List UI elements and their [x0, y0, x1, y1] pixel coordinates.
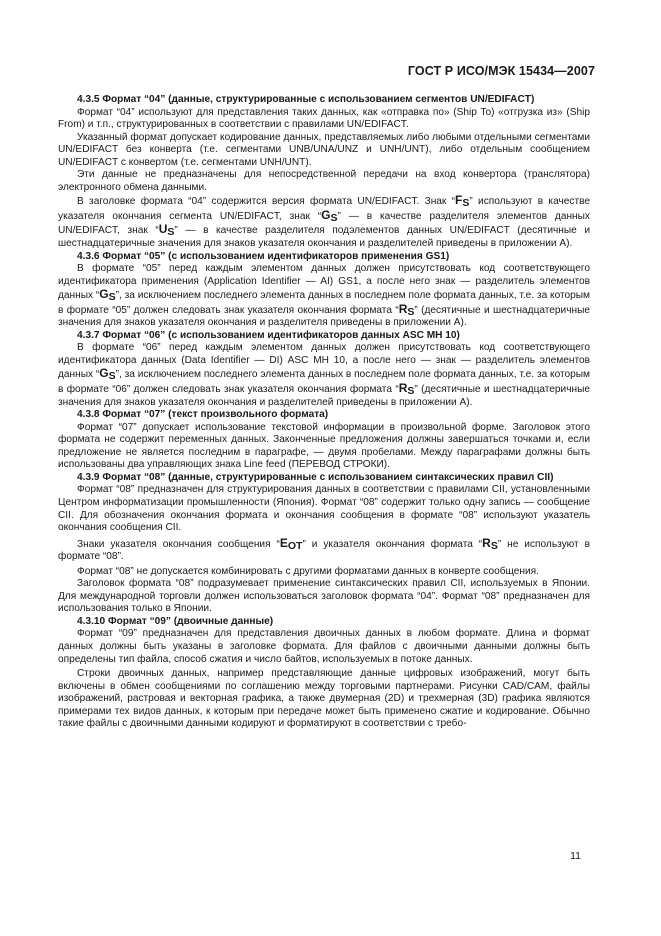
control-symbol-subscript: OT: [287, 539, 303, 552]
section-heading: 4.3.6 Формат “05” (с использованием идентификаторов применения GS1): [77, 250, 450, 262]
control-symbol-base: R: [482, 535, 491, 550]
body-paragraph: Формат “04” используют для представления таких данных, как «отправка по» (Ship To) «отгрузка из» (Ship From) и т.п., структурированных в соответствии с правилами UN/EDIFACT.: [58, 106, 590, 131]
control-symbol: [398, 381, 415, 398]
control-symbol-subscript: S: [330, 211, 338, 224]
section-heading: 4.3.8 Формат “07” (текст произвольного формата): [77, 409, 329, 421]
control-symbol-base: R: [398, 301, 408, 316]
text-run: ” используют в качестве указателя окончания сегмента UN/EDIFACT, знак “: [58, 196, 590, 222]
control-symbol-base: G: [99, 287, 109, 302]
body-paragraph: Заголовок формата “08” подразумевает применение синтаксических правил CII, используемых в Японии. Для международной торговли должен использоваться заголовок формата “04”. Формат “08” предназначен для использования только в Японии.: [58, 578, 590, 615]
control-symbol: [158, 222, 175, 239]
text-run: ” — в качестве разделителя подэлементов данных UN/EDIFACT (десятичные и шестнадцатеричные значения для знаков указателя окончания и разделителей приведены в приложении А).: [58, 225, 590, 250]
control-symbol-subscript: S: [407, 385, 415, 398]
control-symbol: [99, 366, 116, 383]
body-paragraph: Формат “08” не допускается комбинировать с другими форматами данных в конверте сообщения.: [77, 565, 539, 577]
control-symbol-base: E: [279, 535, 288, 550]
text-run: ”, за исключением последнего элемента данных в последнем поле формата данных, т.е. за которым в формате “06” должен следовать знак указателя окончания формата “: [58, 369, 591, 396]
body-paragraph: Формат “09” предназначен для представления двоичных данных в любом формате. Длина и формат данных должны быть указаны в заголовке формата. Для файлов с двоичными данными должны быть определены тип файла, способ сжатия и число байтов, используемых в потоке данных.: [58, 628, 590, 665]
control-symbol-base: G: [99, 366, 109, 381]
section-heading: 4.3.7 Формат “06” (с использованием идентификаторов данных ASC MH 10): [77, 329, 460, 341]
text-run: ” (десятичные и шестнадцатеричные значения для знаков указателя окончания и разделителя приведены в приложении А).: [58, 304, 590, 329]
control-symbol: [99, 287, 116, 304]
body-paragraph: Эти данные не предназначены для непосредственной передачи на вход конвертора (транслятора) электронного обмена данными.: [58, 169, 590, 193]
section-heading: 4.3.9 Формат “08” (данные, структурированные с использованием синтаксических правил CII): [77, 471, 554, 483]
text-run: ”, за исключением последнего элемента данных в последнем поле формата данных, т.е. за которым в формате “05” должен следовать знак указателя окончания формата “: [58, 290, 591, 316]
document-header: ГОСТ Р ИСО/МЭК 15434—2007: [407, 64, 595, 78]
body-paragraph: [58, 537, 590, 564]
body-paragraph: Строки двоичных данных, например представляющие данные цифровых изображений, могут быть включены в обмен сообщениями по соглашению между торговыми партнерами. Рисунки CAD/CAM, файлы изображений, растровая и векторная графика, а также двумерная (2D) и трехмерная (3D) графика являются примерами тех видов данных, к которым при передаче может быть применено сжатие и кодирование. Обычно такие файлы с двоичными данными кодируют и форматируют в соответствии с требо-: [58, 668, 590, 730]
control-symbol: [399, 302, 415, 316]
body-paragraph: Формат “08” предназначен для структурирования данных в соответствии с правилами CII, установленными Центром информатизации промышленности (Япония). Формат “08” содержит только одну запись — сообщение CII. Для обозначения окончания формата и окончания сообщения в формате “08” используют указатель окончания сообщения CII.: [58, 484, 590, 534]
document-body: [58, 94, 590, 731]
text-run: В заголовке формата “04” содержится версия формата UN/EDIFACT. Знак “: [77, 196, 456, 208]
section-heading: 4.3.10 Формат “09” (двоичные данные): [77, 615, 274, 627]
control-symbol: [321, 208, 337, 222]
control-symbol: [482, 536, 498, 550]
text-run: ” — в качестве разделителя элементов данных UN/EDIFACT, знак “: [58, 210, 590, 237]
text-run: ” не используют в формате “08”.: [58, 538, 590, 563]
body-paragraph: Указанный формат допускает кодирование данных, представляемых либо любыми отдельными сегментами UN/EDIFACT без конверта (т.е. сегментами UNB/UNA/UNZ и UNH/UNT), либо отдельным сообщением UN/EDIFACT с конвертом (т.е. сегментами UNH/UNT).: [58, 131, 590, 168]
body-paragraph: [58, 263, 590, 330]
control-symbol: [455, 193, 470, 210]
text-run: Знаки указателя окончания сообщения “: [77, 538, 280, 550]
control-symbol-base: U: [158, 222, 168, 237]
text-run: ” (десятичные и шестнадцатеричные значения для знаков указателя окончания и разделителей приведены в приложении А).: [58, 384, 590, 408]
text-run: ” и указателя окончания формата “: [302, 538, 483, 550]
body-paragraph: [58, 194, 590, 250]
text-run: В формате “05” перед каждым элементом данных должен присутствовать код соответствующего идентификатора применения (Application Identifier — AI) GS1, а после него знак — разделитель элементов данных “: [58, 263, 590, 302]
control-symbol-subscript: S: [462, 197, 470, 210]
control-symbol-subscript: S: [490, 539, 498, 552]
control-symbol-subscript: S: [167, 226, 175, 239]
page-number: 11: [570, 850, 581, 862]
control-symbol-subscript: S: [407, 305, 415, 318]
body-paragraph: Формат “07” допускает использование текстовой информации в произвольной форме. Заголовок этого формата не содержит переменных данных. Законченные предложения должны завершаться точками и, если предложение не является последним в параграфе, — двумя пробелами. Между параграфами должны быть использованы два управляющих знака Line feed (ПЕРЕВОД СТРОКИ).: [58, 421, 590, 471]
control-symbol-base: R: [398, 381, 408, 396]
section-heading: 4.3.5 Формат “04” (данные, структурированные с использованием сегментов UN/EDIFACT): [77, 94, 535, 105]
control-symbol-base: G: [321, 207, 331, 222]
control-symbol-base: F: [455, 193, 463, 208]
control-symbol-subscript: S: [108, 370, 116, 383]
text-run: В формате “06” перед каждым элементом данных должен присутствовать код соответствующего идентификатора данных (Data Identifier — DI) ASC MH 10, а после него — знак — разделитель элементов данных “: [58, 342, 590, 381]
control-symbol: [280, 536, 303, 550]
body-paragraph: [58, 342, 590, 409]
control-symbol-subscript: S: [108, 291, 116, 304]
